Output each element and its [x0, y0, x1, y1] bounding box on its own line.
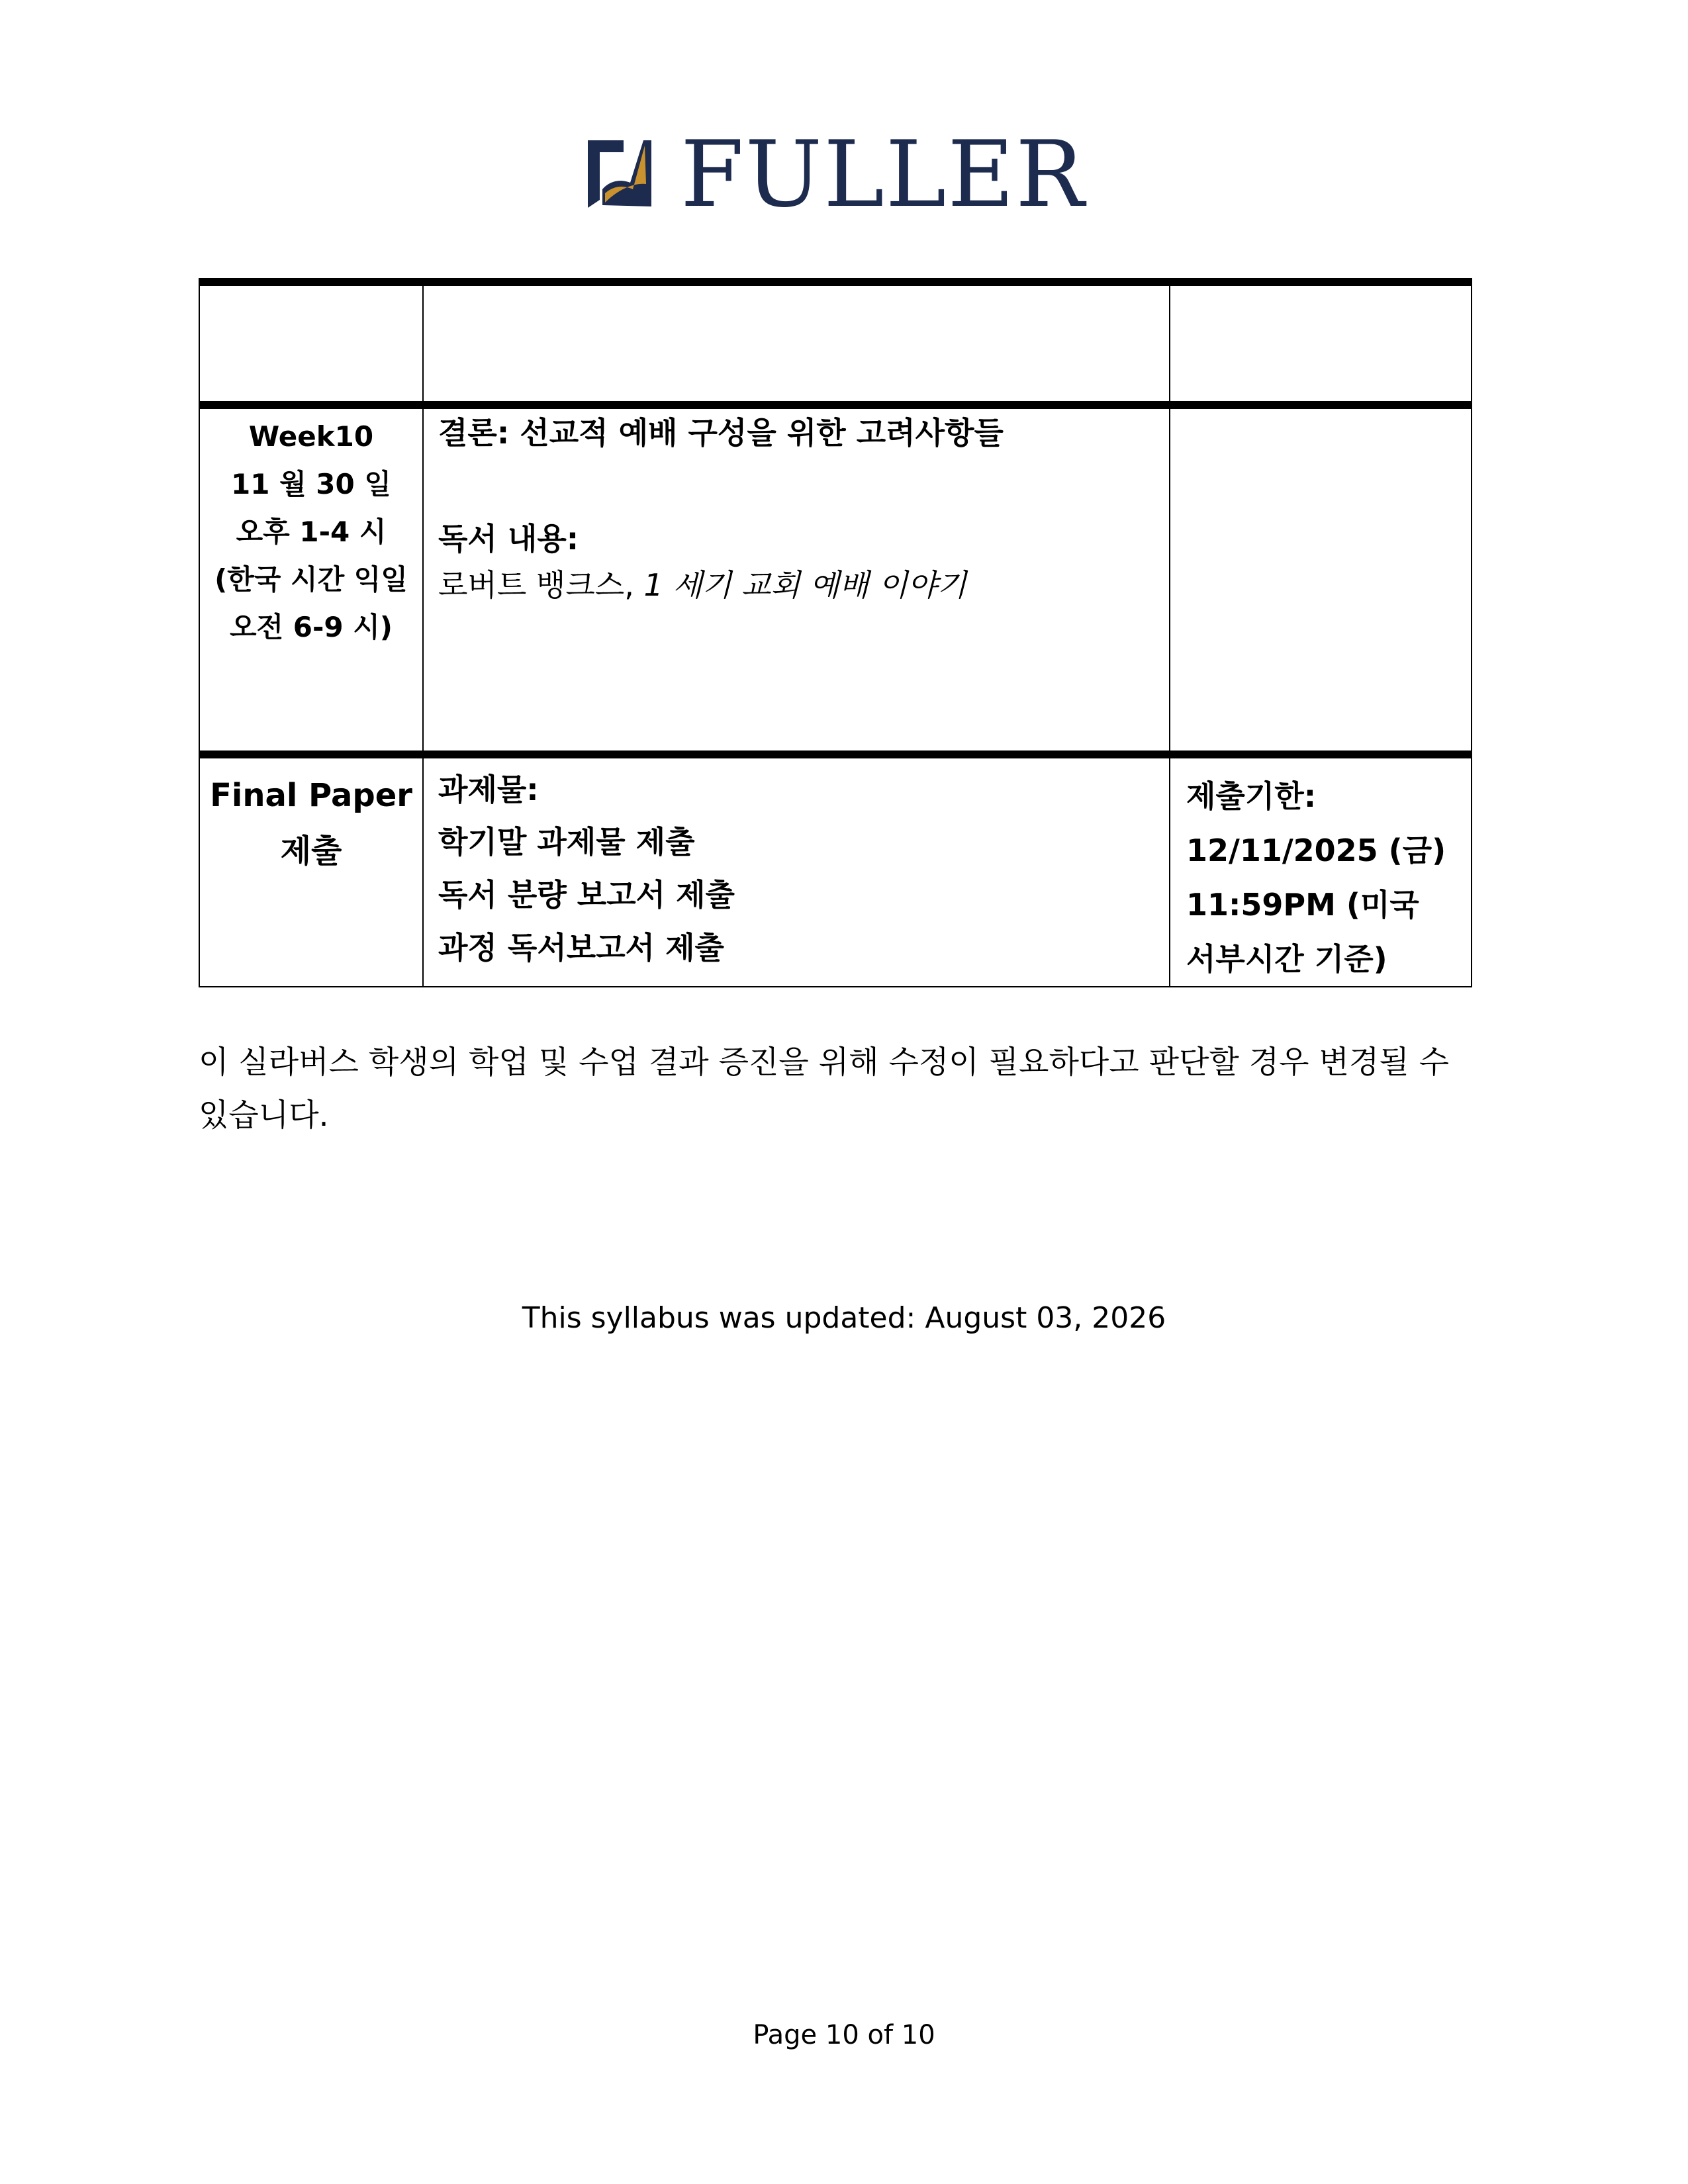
fuller-wordmark: FULLER [680, 121, 1086, 228]
week-label: Week10 [248, 420, 374, 453]
assignment-item: 과정 독서보고서 제출 [438, 930, 724, 966]
fuller-book-icon [583, 136, 655, 210]
week10-topic-cell [423, 405, 1170, 754]
table-cell [423, 282, 1170, 405]
assignment-item: 학기말 과제물 제출 [438, 824, 695, 860]
table-row [199, 282, 1472, 405]
assignment-cell [423, 754, 1170, 987]
assignment-header: 과제물: [438, 772, 539, 807]
reading-author: 로버트 뱅크스, [438, 567, 644, 603]
final-paper-label: Final Paper [210, 777, 412, 814]
reading-title: 1 세기 교회 예배 이야기 [643, 567, 967, 603]
page-number: Page 10 of 10 [753, 2020, 935, 2050]
updated-date: This syllabus was updated: August 03, 2026 [522, 1301, 1166, 1335]
table-cell [1170, 282, 1472, 405]
syllabus-change-notice: 이 실라버스 학생의 학업 및 수업 결과 증진을 위해 수정이 필요하다고 판단할 경우 변경될 수 있습니다. [199, 1044, 1450, 1134]
week10-date-cell [199, 405, 423, 754]
korea-time-line-2: 오전 6-9 시) [229, 611, 393, 643]
final-paper-cell [199, 754, 423, 987]
deadline-timezone: 서부시간 기준) [1186, 941, 1387, 977]
final-paper-submit: 제출 [280, 833, 342, 870]
deadline-time: 11:59PM (미국 [1186, 887, 1419, 923]
deadline-label: 제출기한: [1186, 778, 1317, 814]
assignment-item: 독서 분량 보고서 제출 [438, 877, 735, 913]
reading-line [438, 559, 1156, 612]
fuller-logo [583, 121, 1105, 228]
deadline-date: 12/11/2025 (금) [1186, 833, 1446, 868]
table-cell [199, 282, 423, 405]
korea-time-line-1: (한국 시간 익일 [214, 563, 408, 596]
table-row-week10 [199, 405, 1472, 754]
reading-label: 독서 내용: [438, 521, 579, 557]
schedule-table [199, 278, 1472, 987]
table-row-final [199, 754, 1472, 987]
topic-title: 결론: 선교적 예배 구성을 위한 고려사항들 [438, 415, 1004, 451]
session-time: 오후 1-4 시 [236, 516, 387, 548]
deadline-cell [1170, 754, 1472, 987]
week10-due-cell [1170, 405, 1472, 754]
session-date: 11 월 30 일 [231, 468, 391, 500]
